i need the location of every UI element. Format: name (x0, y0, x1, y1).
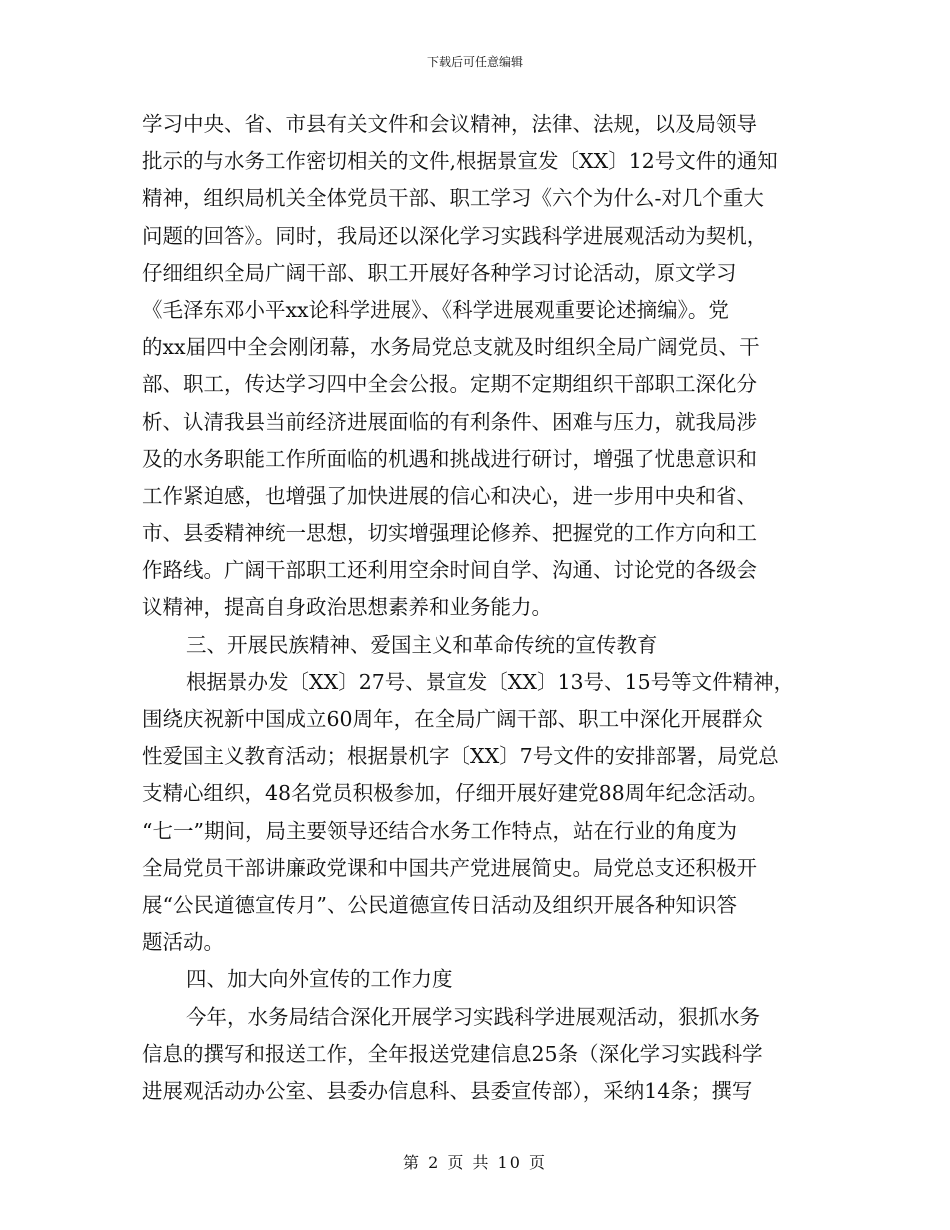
text-line: 性爱国主义教育活动；根据景机字〔XX〕7号文件的安排部署，局党总 (142, 744, 779, 769)
text-line: 批示的与水务工作密切相关的文件,根据景宣发〔XX〕12号文件的通知 (142, 149, 778, 174)
text-line: 四、加大向外宣传的工作力度 (186, 967, 453, 992)
text-line: 围绕庆祝新中国成立60周年，在全局广阔干部、职工中深化开展群众 (142, 707, 763, 731)
text-line: 工作紧迫感，也增强了加快进展的信心和决心，进一步用中央和省、 (142, 483, 757, 508)
text-line: 问题的回答》。同时，我局还以深化学习实践科学进展观活动为契机， (142, 223, 768, 248)
text-line: 今年，水务局结合深化开展学习实践科学进展观活动，狠抓水务 (186, 1004, 760, 1029)
text-line: 支精心组织，48名党员积极参加，仔细开展好建党88周年纪念活动。 (142, 781, 769, 806)
document-body (142, 106, 816, 1110)
text-line: 题活动。 (142, 930, 224, 955)
text-line: 根据景办发〔XX〕27号、景宣发〔XX〕13号、15号等文件精神， (186, 669, 795, 694)
text-line: 信息的撰写和报送工作，全年报送党建信息25条（深化学习实践科学 (142, 1041, 763, 1066)
text-line: 作路线。广阔干部职工还利用空余时间自学、沟通、讨论党的各级会 (142, 558, 757, 583)
page-header: 下载后可任意编辑 (426, 55, 523, 69)
text-line: 《毛泽东邓小平xx论科学进展》、《科学进展观重要论述摘编》。党 (142, 297, 729, 322)
text-line: 市、县委精神统一思想，切实增强理论修养、把握党的工作方向和工 (142, 521, 757, 546)
text-line: 部、职工，传达学习四中全会公报。定期不定期组织干部职工深化分 (142, 372, 757, 397)
text-line: 仔细组织全局广阔干部、职工开展好各种学习讨论活动，原文学习 (142, 260, 737, 285)
text-line: 析、认清我县当前经济进展面临的有利条件、困难与压力，就我局涉 (142, 409, 757, 434)
text-line: 议精神，提高自身政治思想素养和业务能力。 (142, 595, 552, 620)
text-line: 学习中央、省、市县有关文件和会议精神，法律、法规，以及局领导 (142, 112, 757, 136)
text-line: “七一”期间，局主要领导还结合水务工作特点，站在行业的角度为 (142, 818, 737, 843)
text-line: 三、开展民族精神、爱国主义和革命传统的宣传教育 (186, 632, 658, 657)
text-line: 精神，组织局机关全体党员干部、职工学习《六个为什么-对几个重大 (142, 186, 764, 211)
text-line: 的xx届四中全会刚闭幕，水务局党总支就及时组织全局广阔党员、干 (142, 335, 760, 360)
text-line: 进展观活动办公室、县委办信息科、县委宣传部），采纳14条；撰写 (142, 1078, 753, 1103)
text-line: 展“公民道德宣传月”、公民道德宣传日活动及组织开展各种知识答 (142, 892, 737, 917)
page-number-footer: 第 2 页 共 10 页 (403, 1153, 547, 1172)
text-line: 全局党员干部讲廉政党课和中国共产党进展简史。局党总支还积极开 (142, 855, 757, 880)
text-line: 及的水务职能工作所面临的机遇和挑战进行研讨，增强了忧患意识和 (142, 446, 757, 471)
